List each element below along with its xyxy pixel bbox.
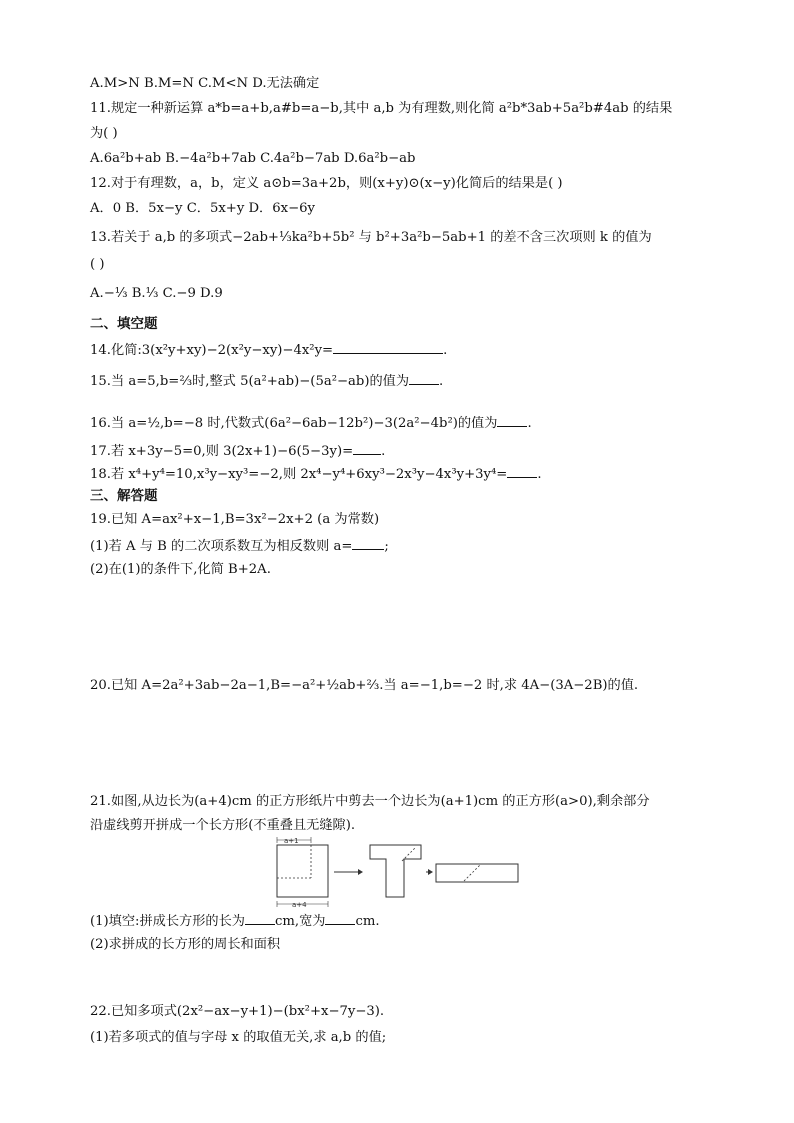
section-solve: 三、解答题 — [90, 488, 158, 504]
q22-part1: (1)若多项式的值与字母 x 的取值无关,求 a,b 的值; — [90, 1030, 387, 1045]
q21-part1-text-c: cm. — [355, 914, 380, 929]
figure-bottom-label: a+4 — [292, 901, 307, 909]
q12-stem: 12.对于有理数，a，b，定义 a⊙b=3a+2b，则(x+y)⊙(x−y)化简后的结果是( ) — [90, 176, 563, 191]
q18-text: 18.若 x⁴+y⁴=10,x³y−xy³=−2,则 2x⁴−y⁴+6xy³−2x³y−4x³y+3y⁴= — [90, 467, 508, 482]
q12-options: A．0 B．5x−y C．5x+y D．6x−6y — [90, 201, 315, 216]
q16 — [90, 414, 532, 432]
q13-options: A.−⅓ B.⅓ C.−9 D.9 — [90, 286, 223, 301]
q21-stem: 21.如图,从边长为(a+4)cm 的正方形纸片中剪去一个边长为(a+1)cm 的正方形(a>0),剩余部分 — [90, 794, 650, 809]
q13-stem-cont: ( ) — [90, 257, 105, 272]
q17-blank[interactable] — [353, 442, 381, 455]
q17-end: . — [381, 444, 386, 459]
figure-square-with-cut — [277, 837, 328, 909]
q21-part2: (2)求拼成的长方形的周长和面积 — [90, 937, 281, 952]
q17 — [90, 442, 385, 460]
q15 — [90, 372, 443, 390]
q21-part1-text-b: cm,宽为 — [275, 914, 326, 929]
q21-part1-text-a: (1)填空:拼成长方形的长为 — [90, 914, 245, 929]
q19-part2: (2)在(1)的条件下,化简 B+2A. — [90, 562, 271, 577]
q13-stem: 13.若关于 a,b 的多项式−2ab+⅓ka²b+5b² 与 b²+3a²b−5ab+1 的差不含三次项则 k 的值为 — [90, 230, 652, 245]
q19-part1-end: ; — [384, 539, 389, 554]
arrow-icon — [334, 869, 363, 875]
q18-end: . — [537, 467, 542, 482]
q16-text: 16.当 a=½,b=−8 时,代数式(6a²−6ab−12b²)−3(2a²−4b²)的值为 — [90, 416, 498, 431]
q16-blank[interactable] — [497, 414, 527, 427]
q14-text: 14.化简:3(x²y+xy)−2(x²y−xy)−4x²y= — [90, 343, 334, 358]
q10-options: A.M>N B.M=N C.M<N D.无法确定 — [90, 76, 320, 91]
q18 — [90, 465, 542, 483]
q21-blank-width[interactable] — [325, 912, 355, 925]
q18-blank[interactable] — [507, 465, 537, 478]
q21-stem-cont: 沿虚线剪开拼成一个长方形(不重叠且无缝隙). — [90, 818, 356, 833]
q19-blank[interactable] — [352, 537, 384, 550]
q21-blank-length[interactable] — [245, 912, 275, 925]
q19-part1-text: (1)若 A 与 B 的二次项系数互为相反数则 a= — [90, 539, 353, 554]
section-fill-in: 二、填空题 — [90, 316, 158, 332]
figure-rectangle — [436, 864, 518, 882]
q20: 20.已知 A=2a²+3ab−2a−1,B=−a²+½ab+⅔.当 a=−1,b=−2 时,求 4A−(3A−2B)的值. — [90, 678, 639, 693]
figure-l-shape — [370, 845, 421, 897]
q15-end: . — [439, 374, 444, 389]
q19-stem: 19.已知 A=ax²+x−1,B=3x²−2x+2 (a 为常数) — [90, 512, 380, 527]
q11-options: A.6a²b+ab B.−4a²b+7ab C.4a²b−7ab D.6a²b−ab — [90, 151, 416, 166]
q15-blank[interactable] — [409, 372, 439, 385]
q16-end: . — [527, 416, 532, 431]
q21-part1 — [90, 912, 380, 930]
q22-stem: 22.已知多项式(2x²−ax−y+1)−(bx²+x−7y−3). — [90, 1004, 385, 1019]
arrow-icon — [426, 869, 433, 875]
q17-text: 17.若 x+3y−5=0,则 3(2x+1)−6(5−3y)= — [90, 444, 354, 459]
q14 — [90, 341, 447, 359]
q11-stem: 11.规定一种新运算 a*b=a+b,a#b=a−b,其中 a,b 为有理数,则化简 a²b*3ab+5a²b#4ab 的结果 — [90, 101, 673, 116]
q21-figure — [268, 836, 524, 914]
q14-end: . — [443, 343, 448, 358]
q19-part1 — [90, 537, 389, 555]
figure-top-label: a+1 — [284, 837, 299, 845]
q15-text: 15.当 a=5,b=⅔时,整式 5(a²+ab)−(5a²−ab)的值为 — [90, 374, 410, 389]
q14-blank[interactable] — [333, 341, 443, 354]
q11-stem-cont: 为( ) — [90, 126, 118, 141]
